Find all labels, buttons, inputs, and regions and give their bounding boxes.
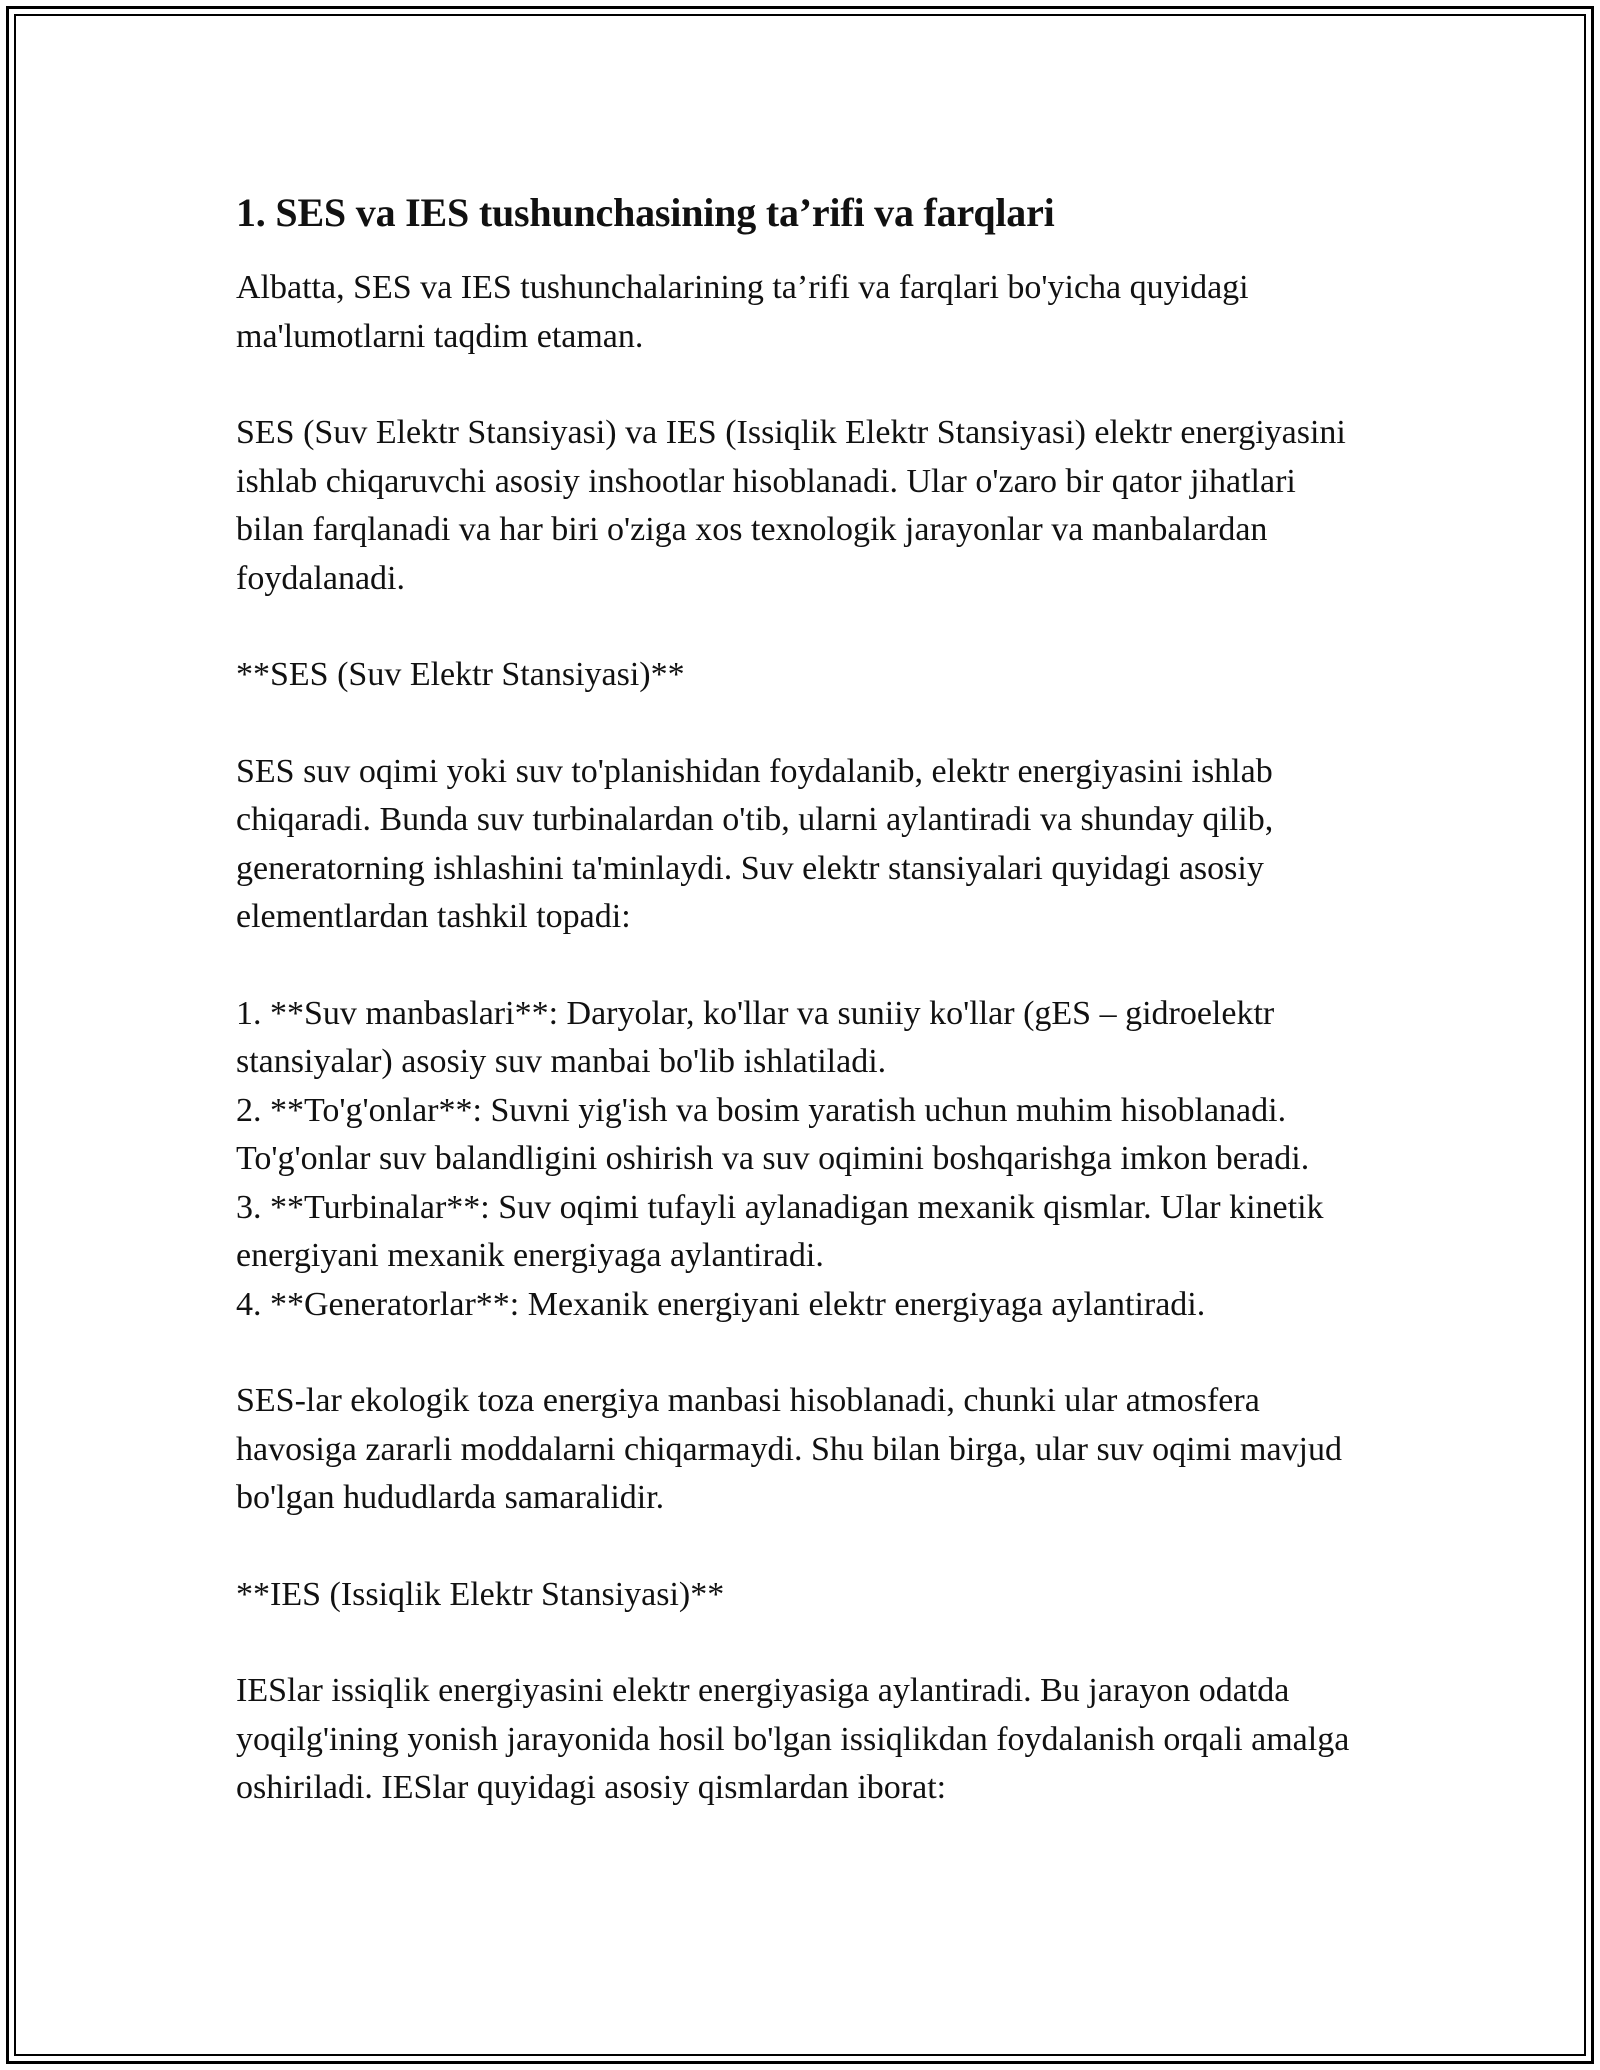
ses-subheading: **SES (Suv Elektr Stansiyasi)**: [236, 656, 685, 693]
overview-paragraph: SES (Suv Elektr Stansiyasi) va IES (Issiqlik Elektr Stansiyasi) elektr energiyasini ishlab chiqaruvchi asosiy inshootlar hisoblanadi. Ular o'zaro bir qator jihatlari bilan farqlanadi va har biri o'ziga xos texnologik jarayonlar va manbalardan foydalanadi.: [236, 414, 1346, 597]
ses-list-item: 3. **Turbinalar**: Suv oqimi tufayli aylanadigan mexanik qismlar. Ular kinetik energiyani mexanik energiyaga aylantiradi.: [236, 1188, 1324, 1274]
intro-paragraph: Albatta, SES va IES tushunchalarining ta’rifi va farqlari bo'yicha quyidagi ma'lumotlarni taqdim etaman.: [236, 269, 1249, 355]
ses-description-paragraph: SES suv oqimi yoki suv to'planishidan foydalanib, elektr energiyasini ishlab chiqaradi. Bunda suv turbinalardan o'tib, ularni aylantiradi va shunday qilib, generatorning ishlashini ta'minlaydi. Suv elektr stansiyalari quyidagi asosiy elementlardan tashkil topadi:: [236, 752, 1274, 935]
ses-list-item: 4. **Generatorlar**: Mexanik energiyani elektr energiyaga aylantiradi.: [236, 1285, 1206, 1323]
ses-list-item: 1. **Suv manbaslari**: Daryolar, ko'llar va suniiy ko'llar (gES – gidroelektr stansiyalar) asosiy suv manbai bo'lib ishlatiladi.: [236, 994, 1275, 1080]
section-heading: 1. SES va IES tushunchasining ta’rifi va farqlari: [236, 190, 1055, 235]
ies-subheading: **IES (Issiqlik Elektr Stansiyasi)**: [236, 1575, 725, 1613]
document-body: [236, 188, 1366, 1861]
ses-ecology-paragraph: SES-lar ekologik toza energiya manbasi hisoblanadi, chunki ular atmosfera havosiga zararli moddalarni chiqarmaydi. Shu bilan birga, ular suv oqimi mavjud bo'lgan hududlarda samaralidir.: [236, 1382, 1342, 1516]
ses-list-item: 2. **To'g'onlar**: Suvni yig'ish va bosim yaratish uchun muhim hisoblanadi. To'g'onlar suv balandligini oshirish va suv oqimini boshqarishga imkon beradi.: [236, 1091, 1310, 1177]
ies-description-paragraph: IESlar issiqlik energiyasini elektr energiyasiga aylantiradi. Bu jarayon odatda yoqilg'ining yonish jarayonida hosil bo'lgan issiqlikdan foydalanish orqali amalga oshiriladi. IESlar quyidagi asosiy qismlardan iborat:: [236, 1672, 1350, 1806]
